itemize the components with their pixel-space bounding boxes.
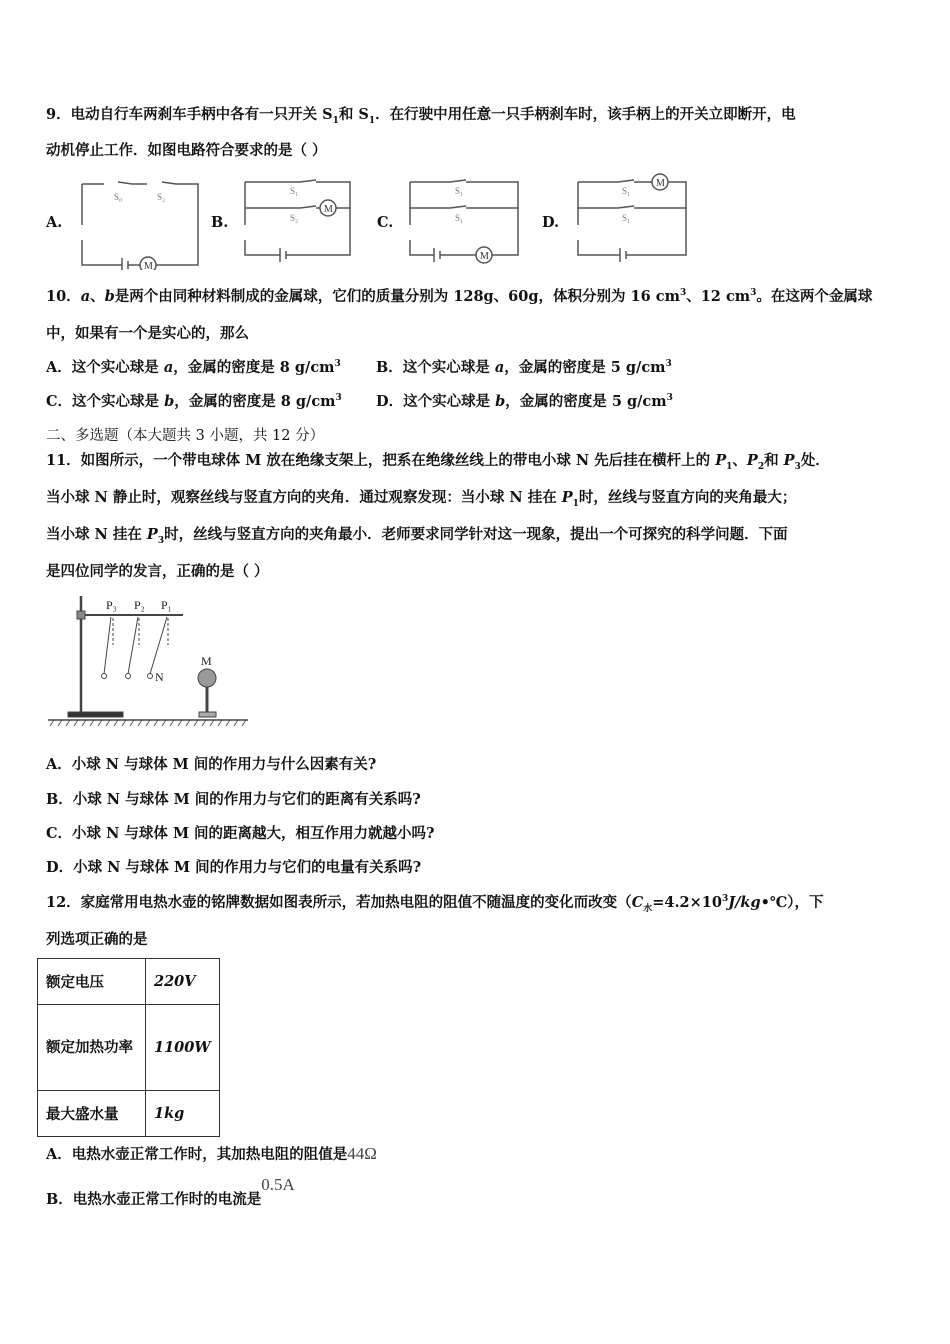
label-n: N (155, 670, 164, 684)
text: 、 (732, 452, 747, 469)
sup: 3 (666, 393, 673, 404)
table-row (38, 959, 220, 1005)
text: 和 (764, 452, 784, 469)
q9-option-d-label: D. (542, 214, 560, 231)
sub: 水 (643, 903, 653, 914)
text: a (494, 359, 505, 376)
text: P (146, 526, 158, 543)
q11-option-b: B．小球 N 与球体 M 间的作用力与它们的距离有关系吗? (46, 791, 421, 808)
text: A．电热水壶正常工作时，其加热电阻的阻值是 (46, 1146, 348, 1163)
q11-option-a: A．小球 N 与球体 M 间的作用力与什么因素有关? (46, 756, 377, 773)
text: 12．家庭常用电热水壶的铭牌数据如图表所示，若加热电阻的阻值不随温度的变化而改变（ (46, 894, 632, 911)
sub: 1 (332, 115, 339, 126)
label-p3: P₃ (106, 598, 117, 612)
text: B．电热水壶正常工作时的电流是 (46, 1191, 262, 1208)
motor-label: M (324, 204, 333, 215)
sup: 3 (721, 894, 729, 905)
q12-option-b (46, 1175, 295, 1209)
q10-line2: 中，如果有一个是实心的，那么 (46, 325, 249, 342)
text: 处． (800, 452, 830, 469)
q12-option-a (46, 1143, 377, 1164)
sub: 1 (572, 498, 579, 509)
q10-option-b (376, 356, 672, 377)
pendulum-figure (40, 590, 270, 730)
sub: 1 (726, 461, 733, 472)
q10-line1 (46, 285, 872, 306)
text: b (495, 393, 506, 410)
sub: 2 (757, 461, 765, 472)
section-heading: 二、多选题（本大题共 3 小题，共 12 分） (46, 428, 325, 444)
q12-line1 (46, 891, 823, 914)
q9-line2: 动机停止工作．如图电路符合要求的是（ ） (46, 142, 327, 159)
motor-label: M (656, 178, 665, 189)
sub: 3 (157, 535, 165, 546)
label-m: M (201, 654, 212, 668)
text: 10． (46, 288, 81, 305)
q9-option-b-label: B. (211, 214, 229, 231)
sup: 3 (335, 393, 342, 404)
sup: 3 (679, 288, 687, 299)
text: P (783, 452, 795, 469)
sub: 1 (368, 115, 376, 126)
circuit-a (82, 182, 198, 270)
text: 。在这两个金属球 (756, 288, 873, 305)
table-cell-label: 额定电压 (38, 959, 146, 1005)
text: 是两个由同种材料制成的金属球，它们的质量分别为 128g、60g，体积分别为 16 cm (114, 288, 680, 305)
text: ．在行驶中用任意一只手柄刹车时，该手柄上的开关立即断开，电 (375, 106, 796, 123)
motor-label: M (480, 251, 489, 262)
text: ，金属的密度是 5 g/cm (504, 359, 666, 376)
circuit-d (578, 174, 686, 262)
q12-line2: 列选项正确的是 (46, 931, 148, 948)
spec-table (37, 958, 220, 1137)
table-cell-label: 最大盛水量 (38, 1091, 146, 1137)
text: 当小球 N 静止时，观察丝线与竖直方向的夹角．通过观察发现：当小球 N 挂在 (46, 489, 562, 506)
text: P (715, 452, 727, 469)
q10-option-a (46, 356, 341, 377)
label-p2: P₂ (134, 598, 145, 612)
text: 、 (90, 288, 105, 305)
text: ，金属的密度是 8 g/cm (174, 393, 336, 410)
text: D．这个实心球是 (376, 393, 496, 410)
text: J/kg (728, 894, 761, 911)
table-cell-label: 额定加热功率 (38, 1005, 146, 1091)
text: b (164, 393, 175, 410)
q10-option-d (376, 390, 673, 411)
q10-option-c (46, 390, 342, 411)
text: A．这个实心球是 (46, 359, 164, 376)
q11-option-d: D．小球 N 与球体 M 间的作用力与它们的电量有关系吗? (46, 859, 422, 876)
text: 、12 cm (686, 288, 751, 305)
text: 和 S (338, 106, 369, 123)
text: a (80, 288, 91, 305)
q11-line3 (46, 523, 788, 546)
q11-line1 (46, 449, 830, 472)
table-row (38, 1091, 220, 1137)
math: 44Ω (347, 1144, 377, 1163)
table-cell-value: 220V (146, 959, 220, 1005)
switch-label: S₁ (455, 186, 464, 196)
q9-option-c-label: C. (377, 214, 394, 231)
q11-option-c: C．小球 N 与球体 M 间的距离越大，相互作用力就越小吗? (46, 825, 435, 842)
text: 11．如图所示，一个带电球体 M 放在绝缘支架上，把系在绝缘丝线上的带电小球 N 先后挂在横杆上的 (46, 452, 716, 469)
text: 时，丝线与竖直方向的夹角最大； (578, 489, 797, 506)
circuit-diagrams (0, 170, 950, 270)
switch-label: S₁ (622, 186, 631, 196)
switch-label: S₁ (622, 213, 631, 223)
text: b (104, 288, 115, 305)
text: ，金属的密度是 8 g/cm (173, 359, 335, 376)
switch-label: S₁ (290, 186, 299, 196)
switch-label: S₀ (114, 192, 123, 202)
sup: 3 (750, 288, 757, 299)
q9-option-a-label: A. (46, 214, 63, 231)
text: •℃），下 (760, 894, 824, 911)
text: C (631, 894, 644, 911)
table-cell-value: 1kg (146, 1091, 220, 1137)
q11-line4: 是四位同学的发言，正确的是（ ） (46, 563, 269, 580)
switch-label: S₁ (455, 213, 464, 223)
text: 9．电动自行车两刹车手柄中各有一只开关 S (46, 106, 333, 123)
motor-label: M (144, 261, 153, 270)
table-cell-value: 1100W (146, 1005, 220, 1091)
circuit-c (410, 180, 518, 263)
text: ，金属的密度是 5 g/cm (505, 393, 667, 410)
label-p1: P₁ (161, 598, 172, 612)
sup: 3 (334, 359, 341, 370)
table-row (38, 1005, 220, 1091)
text: 当小球 N 挂在 (46, 526, 147, 543)
switch-label: S₂ (290, 213, 299, 223)
text: P (561, 489, 573, 506)
text: P (746, 452, 758, 469)
text: 时，丝线与竖直方向的夹角最小．老师要求同学针对这一现象，提出一个可探究的科学问题．下面 (164, 526, 788, 543)
sub: 3 (794, 461, 801, 472)
circuit-b (245, 180, 350, 262)
sup: 3 (665, 359, 672, 370)
text: a (163, 359, 174, 376)
math: 0.5A (261, 1175, 295, 1194)
text: =4.2×10 (652, 894, 722, 911)
switch-label: S₂ (157, 192, 166, 202)
text: C．这个实心球是 (46, 393, 165, 410)
q11-line2 (46, 486, 796, 509)
q9-line1 (46, 103, 796, 126)
text: B．这个实心球是 (376, 359, 495, 376)
